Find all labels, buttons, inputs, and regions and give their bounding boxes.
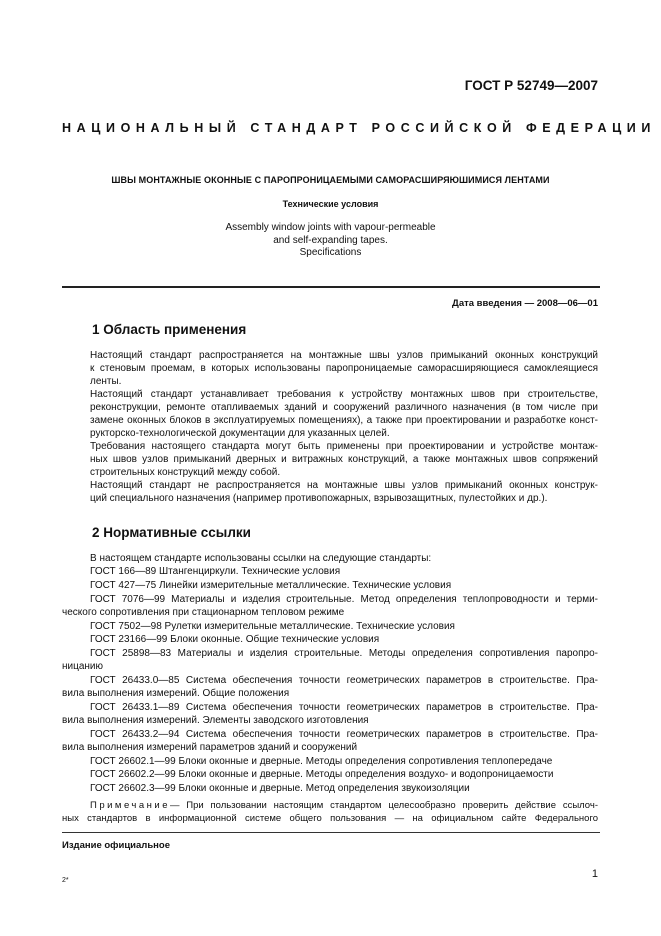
reference-line: ГОСТ 26602.2—99 Блоки оконные и дверные. Методы определения воздухо- и водопроницаемости (90, 769, 554, 780)
title-divider (62, 286, 600, 288)
reference-line: ГОСТ 427—75 Линейки измерительные металлические. Технические условия (90, 580, 452, 591)
note-line (90, 800, 598, 813)
standard-code: ГОСТ Р 52749—2007 (464, 78, 598, 93)
reference-line: ГОСТ 26602.3—99 Блоки оконные и дверные. Метод определения звукоизоляции (90, 783, 470, 794)
reference-line: ГОСТ 26602.1—99 Блоки оконные и дверные. Методы определения сопротивления теплопередаче (90, 756, 553, 767)
body-line: рукторско-технологической документации для указанных целей. (90, 428, 390, 439)
body-line: Настоящий стандарт распространяется на монтажные швы узлов примыканий оконных конструкций (90, 350, 598, 361)
section-1-heading: 1 Область применения (92, 322, 247, 337)
english-title (30, 222, 631, 260)
document-subtitle: Технические условия (282, 199, 379, 209)
reference-line: ГОСТ 26433.1—89 Система обеспечения точности геометрических параметров в строительстве. Пра- (90, 702, 598, 713)
body-line: ций специального назначения (например противопожарных, взрывозащитных, пулестойких и др.). (90, 493, 548, 504)
reference-line: вила выполнения измерений. Элементы заводского изготовления (62, 715, 369, 726)
body-line: Требования настоящего стандарта могут быть применены при проектировании и устройстве монтаж- (90, 441, 598, 452)
reference-line: ГОСТ 7076—99 Материалы и изделия строительные. Метод определения теплопроводности и терми- (90, 594, 598, 605)
body-line: ленты. (90, 376, 122, 387)
footer-divider (62, 832, 600, 833)
page-number: 1 (591, 868, 598, 880)
reference-line: вила выполнения измерений параметров зданий и сооружений (62, 742, 358, 753)
english-title-line: and self-expanding tapes. (273, 234, 388, 246)
body-line: строительных конструкций между собой. (90, 467, 281, 478)
body-line: замене оконных блоков в эксплуатируемых помещениях), а также при проектировании и разработке конст- (90, 415, 598, 426)
note-text: — При пользовании настоящим стандартом целесообразно проверить действие ссылоч- (170, 800, 598, 811)
official-edition-label: Издание официальное (62, 840, 170, 851)
english-title-line: Specifications (299, 247, 362, 258)
reference-line: ГОСТ 26433.0—85 Система обеспечения точности геометрических параметров в строительстве. Пра- (90, 675, 598, 686)
national-standard-banner: НАЦИОНАЛЬНЫЙ СТАНДАРТ РОССИЙСКОЙ ФЕДЕРАЦИИ (62, 121, 656, 135)
body-line: ных швов узлов примыканий дверных и витражных конструкций, а также монтажных швов сопряжений (90, 454, 598, 465)
signature-mark: 2* (62, 877, 69, 884)
reference-line: ГОСТ 7502—98 Рулетки измерительные металлические. Технические условия (90, 621, 455, 632)
section-2-heading: 2 Нормативные ссылки (92, 525, 251, 540)
reference-line: ГОСТ 26433.2—94 Система обеспечения точности геометрических параметров в строительстве. Пра- (90, 729, 598, 740)
reference-line: ГОСТ 25898—83 Материалы и изделия строительные. Методы определения сопротивления паропро- (90, 648, 598, 659)
reference-line: вила выполнения измерений. Общие положения (62, 688, 290, 699)
body-line: Настоящий стандарт устанавливает требования к устройству монтажных швов при строительстве, (90, 389, 598, 400)
body-line: В настоящем стандарте использованы ссылки на следующие стандарты: (90, 553, 432, 564)
reference-line: ческого сопротивления при стационарном тепловом режиме (62, 607, 345, 618)
body-line: Настоящий стандарт не распространяется на монтажные швы узлов примыканий оконных конструк- (90, 480, 598, 491)
document-title: ШВЫ МОНТАЖНЫЕ ОКОННЫЕ С ПАРОПРОНИЦАЕМЫМИ САМОРАСШИРЯЮШИМИСЯ ЛЕНТАМИ (111, 175, 550, 185)
effective-date: Дата введения — 2008—06—01 (452, 298, 598, 309)
reference-line: ницанию (62, 661, 104, 672)
note-label: Примечание (90, 800, 170, 811)
reference-line: ГОСТ 23166—99 Блоки оконные. Общие технические условия (90, 634, 380, 645)
reference-line: ГОСТ 166—89 Штангенциркули. Технические условия (90, 566, 341, 577)
note-line: ных стандартов в информационной системе общего пользования — на официальном сайте Федерального (62, 813, 598, 824)
body-line: к стеновым проемам, в которых использованы паропроницаемые саморасширяющиеся самоклеящиеся (90, 363, 598, 374)
body-line: реконструкции, ремонте отапливаемых зданий и сооружений различного назначения (в том числе при (90, 402, 598, 413)
english-title-line: Assembly window joints with vapour-permeable (225, 222, 436, 233)
